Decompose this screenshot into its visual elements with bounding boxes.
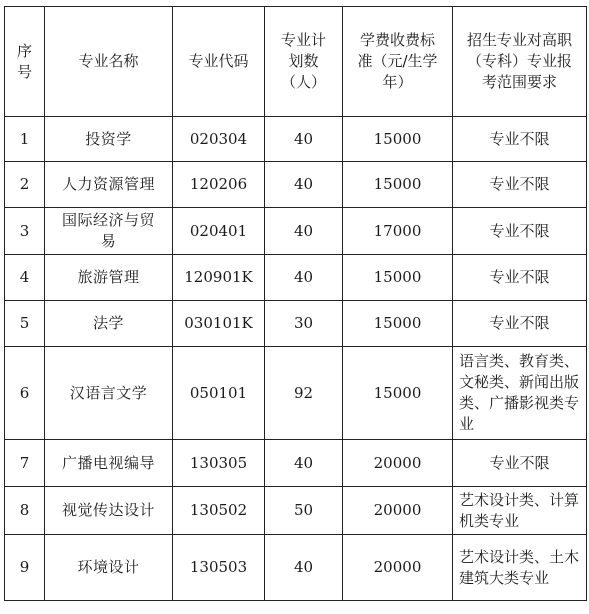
row-code-cell: 020304 bbox=[173, 117, 265, 162]
row-fee-cell: 20000 bbox=[343, 440, 453, 487]
header-fee: 学费收费标准（元/生学年） bbox=[343, 7, 453, 117]
table-row bbox=[5, 117, 587, 162]
row-fee-cell: 15000 bbox=[343, 347, 453, 440]
row-fee-cell: 20000 bbox=[343, 487, 453, 535]
row-seq-cell: 9 bbox=[5, 535, 45, 601]
header-row bbox=[5, 7, 587, 117]
table-row bbox=[5, 535, 587, 601]
table-row bbox=[5, 347, 587, 440]
row-seq-cell: 4 bbox=[5, 255, 45, 301]
row-seq-cell: 6 bbox=[5, 347, 45, 440]
row-code-cell: 130503 bbox=[173, 535, 265, 601]
row-plan-cell: 40 bbox=[265, 117, 343, 162]
row-code-cell: 120901K bbox=[173, 255, 265, 301]
row-plan-cell: 92 bbox=[265, 347, 343, 440]
table-body bbox=[5, 117, 587, 601]
row-req-cell: 专业不限 bbox=[453, 301, 587, 347]
header-seq: 序号 bbox=[5, 7, 45, 117]
row-plan-cell: 40 bbox=[265, 255, 343, 301]
row-plan-cell: 40 bbox=[265, 535, 343, 601]
table-row bbox=[5, 301, 587, 347]
header-req: 招生专业对高职（专科）专业报考范围要求 bbox=[453, 7, 587, 117]
row-fee-cell: 17000 bbox=[343, 208, 453, 255]
table-row bbox=[5, 440, 587, 487]
row-name-cell: 投资学 bbox=[45, 117, 173, 162]
row-fee-cell: 15000 bbox=[343, 117, 453, 162]
table-row bbox=[5, 162, 587, 208]
row-seq-cell: 7 bbox=[5, 440, 45, 487]
row-req-cell: 语言类、教育类、文秘类、新闻出版类、广播影视类专业 bbox=[453, 347, 587, 440]
row-name-cell: 广播电视编导 bbox=[45, 440, 173, 487]
table-row bbox=[5, 208, 587, 255]
row-req-cell: 专业不限 bbox=[453, 117, 587, 162]
row-code-cell: 030101K bbox=[173, 301, 265, 347]
row-seq-cell: 5 bbox=[5, 301, 45, 347]
row-seq-cell: 3 bbox=[5, 208, 45, 255]
row-plan-cell: 40 bbox=[265, 440, 343, 487]
row-fee-cell: 20000 bbox=[343, 535, 453, 601]
row-code-cell: 130305 bbox=[173, 440, 265, 487]
row-name-cell: 法学 bbox=[45, 301, 173, 347]
row-name-cell: 旅游管理 bbox=[45, 255, 173, 301]
header-plan: 专业计划数（人） bbox=[265, 7, 343, 117]
row-fee-cell: 15000 bbox=[343, 301, 453, 347]
row-seq-cell: 1 bbox=[5, 117, 45, 162]
row-plan-cell: 30 bbox=[265, 301, 343, 347]
row-code-cell: 120206 bbox=[173, 162, 265, 208]
row-code-cell: 020401 bbox=[173, 208, 265, 255]
table-row bbox=[5, 487, 587, 535]
row-req-cell: 专业不限 bbox=[453, 162, 587, 208]
row-code-cell: 050101 bbox=[173, 347, 265, 440]
row-req-cell: 专业不限 bbox=[453, 440, 587, 487]
row-name-cell: 汉语言文学 bbox=[45, 347, 173, 440]
row-seq-cell: 2 bbox=[5, 162, 45, 208]
row-fee-cell: 15000 bbox=[343, 255, 453, 301]
row-req-cell: 艺术设计类、土木建筑大类专业 bbox=[453, 535, 587, 601]
table-row bbox=[5, 255, 587, 301]
row-req-cell: 专业不限 bbox=[453, 208, 587, 255]
row-seq-cell: 8 bbox=[5, 487, 45, 535]
row-plan-cell: 50 bbox=[265, 487, 343, 535]
row-name-cell: 国际经济与贸易 bbox=[45, 208, 173, 255]
header-code: 专业代码 bbox=[173, 7, 265, 117]
row-name-cell: 视觉传达设计 bbox=[45, 487, 173, 535]
row-name-cell: 人力资源管理 bbox=[45, 162, 173, 208]
row-plan-cell: 40 bbox=[265, 162, 343, 208]
row-req-cell: 专业不限 bbox=[453, 255, 587, 301]
row-req-cell: 艺术设计类、计算机类专业 bbox=[453, 487, 587, 535]
row-fee-cell: 15000 bbox=[343, 162, 453, 208]
enrollment-table bbox=[4, 6, 587, 601]
header-name: 专业名称 bbox=[45, 7, 173, 117]
row-plan-cell: 40 bbox=[265, 208, 343, 255]
row-name-cell: 环境设计 bbox=[45, 535, 173, 601]
row-code-cell: 130502 bbox=[173, 487, 265, 535]
